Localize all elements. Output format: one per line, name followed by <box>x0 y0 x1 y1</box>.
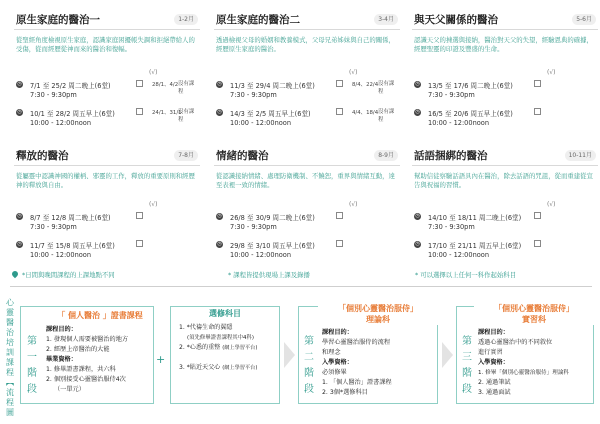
session-checkbox[interactable] <box>534 240 541 247</box>
clock-icon: ◷ <box>217 241 222 247</box>
course-header <box>412 146 598 166</box>
course-header <box>412 10 598 30</box>
elective-title: 選修科目 <box>205 309 245 318</box>
clock-icon: ◷ <box>415 213 420 219</box>
plus-connector: + <box>156 353 166 366</box>
session-dates: 7/1 至 25/2 周二晚上(6堂) <box>30 82 111 90</box>
elective-title-wrap <box>171 301 279 320</box>
course-title: 原生家庭的醫治二 <box>216 14 300 26</box>
session-dates: 11/7 至 15/8 周五早上(6堂) <box>30 242 115 250</box>
session-dates: 26/8 至 30/9 周二晚上(6堂) <box>230 214 315 222</box>
tick-note: (√) <box>349 69 358 76</box>
flow-arrow <box>442 342 453 368</box>
session-checkbox[interactable] <box>136 212 143 219</box>
session-time: 10:00 - 12:00noon <box>30 119 92 127</box>
stage-1-body: 課程目的： 1. 發現個人需要被醫治的地方 2. 經歷上帝醫治的大能 畢業資格： 1. 修畢證書課程，共六科 2. 個別接受心靈醫治服侍4次 （一單元） <box>46 326 129 393</box>
session-row <box>414 240 596 264</box>
notes-strip <box>0 270 600 282</box>
session-row <box>414 201 596 236</box>
stage-3-label: 第 三 階 段 <box>462 336 472 395</box>
course-title: 與天父關係的醫治 <box>414 14 498 26</box>
clock-icon: ◷ <box>415 81 420 87</box>
month-badge: 5-6月 <box>572 14 596 25</box>
session-checkbox[interactable] <box>336 212 343 219</box>
course-description: 幫助信徒察驗話語具內在醫治，除去話語的咒詛，從而重建從宣告與祝福的習慣。 <box>414 172 593 189</box>
session-checkbox[interactable] <box>336 240 343 247</box>
course-description: 從聖經角度檢視原生家庭，認識家庭困擾帳失調和拒絕帶給人的受傷，從而經歷從神而來的醫治和復幅。 <box>16 36 195 53</box>
course-header <box>14 10 200 30</box>
session-row <box>16 69 198 104</box>
session-dates: 11/3 至 29/4 周二晚上(6堂) <box>230 82 315 90</box>
course-header <box>214 146 400 166</box>
session-checkbox[interactable] <box>534 212 541 219</box>
stage-3-body: 課程目的： 透過心靈醫治中的不同敘位 進行實習 入學資格： 1. 修畢「個別心靈醫治服侍」理論科 2. 通過筆試 3. 通過面試 <box>478 329 570 396</box>
note-start-any: * 可以選擇以上任何一科作起始科目 <box>415 271 517 279</box>
course-description: 從認識接納情緒、處理防衛機制、不饒恕，重界與情緒互動，達至表裡一致的情緒。 <box>216 172 395 189</box>
course-card <box>14 146 200 259</box>
clock-icon: ◷ <box>17 213 22 219</box>
no-class-dates: 8/4、22/4 <box>352 82 379 88</box>
session-checkbox[interactable] <box>136 80 143 87</box>
note-location: *日間與晚間課程的上課地點不同 <box>22 271 115 279</box>
tick-note: (√) <box>149 69 158 76</box>
clock-icon: ◷ <box>415 109 420 115</box>
no-class-label: 沒有課程 <box>378 109 395 123</box>
flow-arrow <box>284 342 295 368</box>
stage-2-label: 第 二 階 段 <box>304 336 314 395</box>
session-time: 10:00 - 12:00noon <box>428 119 490 127</box>
session-time: 10:00 - 12:00noon <box>30 251 92 259</box>
stage-1-title: 「 個人醫治 」證書課程 <box>57 311 143 320</box>
course-card <box>412 10 598 127</box>
clock-icon: ◷ <box>217 109 222 115</box>
session-time: 7:30 - 9:30pm <box>30 223 77 231</box>
month-badge: 7-8月 <box>174 150 198 161</box>
session-row <box>414 108 596 132</box>
stage-3-title: 「個別心靈醫治服侍」 實習科 <box>474 303 594 325</box>
course-title: 情緒的醫治 <box>216 150 269 162</box>
course-header <box>14 146 200 166</box>
elective-box <box>170 306 280 404</box>
session-row <box>216 240 398 264</box>
clock-icon: ◷ <box>415 241 420 247</box>
session-dates: 8/7 至 12/8 周二晚上(6堂) <box>30 214 111 222</box>
session-row <box>16 108 198 132</box>
session-dates: 16/5 至 20/6 周五早上(6堂) <box>428 110 513 118</box>
clock-icon: ◷ <box>217 81 222 87</box>
location-pin-icon <box>11 270 19 278</box>
stage-2-title: 「個別心靈醫治服侍」 理論科 <box>318 303 438 325</box>
month-badge: 3-4月 <box>374 14 398 25</box>
session-time: 10:00 - 12:00noon <box>428 251 490 259</box>
session-row <box>414 69 596 104</box>
session-dates: 17/10 至 21/11 周五早上(6堂) <box>428 242 522 250</box>
session-row <box>216 201 398 236</box>
session-row <box>16 201 198 236</box>
month-badge: 10-11月 <box>565 150 596 161</box>
session-dates: 13/5 至 17/6 周二晚上(6堂) <box>428 82 513 90</box>
clock-icon: ◷ <box>17 109 22 115</box>
session-checkbox[interactable] <box>336 80 343 87</box>
session-time: 7:30 - 9:30pm <box>428 91 475 99</box>
session-time: 10:00 - 12:00noon <box>230 119 292 127</box>
session-checkbox[interactable] <box>336 108 343 115</box>
no-class-label: 沒有課程 <box>178 81 195 95</box>
clock-icon: ◷ <box>217 213 222 219</box>
session-time: 7:30 - 9:30pm <box>230 223 277 231</box>
session-dates: 14/10 至 18/11 周二晚上(6堂) <box>428 214 522 222</box>
no-class-dates: 28/1、4/2 <box>152 82 179 88</box>
elective-list: 1. *代禱生命的翼隱 (須先修畢證書課程其中4科) 2. *心悉的重整 (網上學習平台) 3. *貼近天父心 (網上學習平台) <box>179 324 258 371</box>
session-checkbox[interactable] <box>136 108 143 115</box>
month-badge: 8-9月 <box>374 150 398 161</box>
course-header <box>214 10 400 30</box>
course-card <box>14 10 200 127</box>
stage-2-body: 課程目的： 學習心靈醫治服侍的流程 和理念 入學資格： 必須修畢 1. 「個人醫治」證書課程 2. 3個*選修科目 <box>322 329 392 396</box>
session-checkbox[interactable] <box>534 108 541 115</box>
clock-icon: ◷ <box>17 81 22 87</box>
tick-note: (√) <box>149 201 158 208</box>
course-card <box>214 10 400 127</box>
no-class-dates: 4/4、18/4 <box>352 110 379 116</box>
clock-icon: ◷ <box>17 241 22 247</box>
session-time: 7:30 - 9:30pm <box>428 223 475 231</box>
note-recording: * 課程皆提供現場上課及錄播 <box>228 271 310 279</box>
course-card <box>412 146 598 259</box>
session-row <box>216 108 398 132</box>
course-description: 透過檢視父母的婚姻和教養模式，父母兄弟姊妹與自己的關係，經歷原生家庭的醫治。 <box>216 36 395 53</box>
month-badge: 1-2月 <box>174 14 198 25</box>
course-description: 認識天父的揀選與接納，醫治對天父的失望，經驗恩典的確據，經歷聖靈的印證及豐盛的生命。 <box>414 36 593 53</box>
session-dates: 10/1 至 28/2 周五早上(6堂) <box>30 110 115 118</box>
session-row <box>16 240 198 264</box>
tick-note: (√) <box>349 201 358 208</box>
stage-1-label: 第 一 階 段 <box>27 336 37 395</box>
section-divider <box>10 286 592 287</box>
session-dates: 14/3 至 2/5 周五早上(6堂) <box>230 110 311 118</box>
course-card <box>214 146 400 259</box>
session-checkbox[interactable] <box>136 240 143 247</box>
session-dates: 29/8 至 3/10 周五早上(6堂) <box>230 242 315 250</box>
flowchart-vertical-title: 心 靈 醫 治 培 訓 課 程 ︻ 流 程 圖 <box>6 298 14 417</box>
course-title: 原生家庭的醫治一 <box>16 14 100 26</box>
session-checkbox[interactable] <box>534 80 541 87</box>
tick-note: (√) <box>547 201 556 208</box>
session-row <box>216 69 398 104</box>
session-time: 7:30 - 9:30pm <box>30 91 77 99</box>
tick-note: (√) <box>547 69 556 76</box>
session-time: 10:00 - 12:00noon <box>230 251 292 259</box>
session-time: 7:30 - 9:30pm <box>230 91 277 99</box>
no-class-dates: 24/1、31/1 <box>152 110 182 116</box>
no-class-label: 沒有課程 <box>178 109 195 123</box>
no-class-label: 沒有課程 <box>378 81 395 95</box>
course-title: 話語捆綁的醫治 <box>414 150 488 162</box>
course-title: 釋放的醫治 <box>16 150 69 162</box>
course-description: 從屬靈中認識神國的權柄、邪靈的工作，釋放的重要原則和經歷神的釋放與自由。 <box>16 172 195 189</box>
